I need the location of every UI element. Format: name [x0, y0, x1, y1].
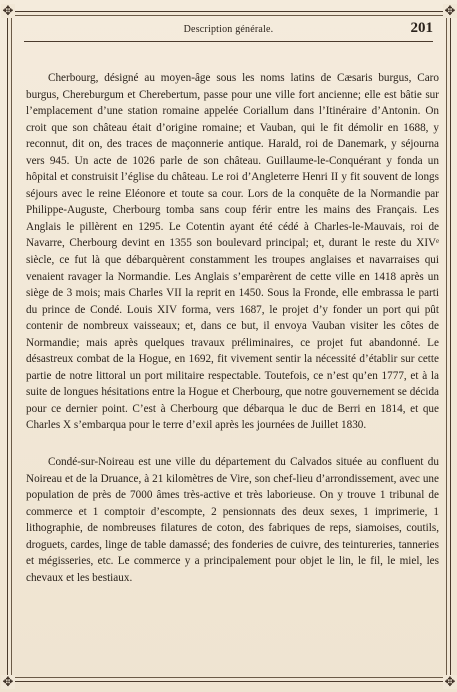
header-rule	[24, 41, 433, 42]
corner-ornament-icon: ✥	[444, 3, 456, 18]
body-text	[26, 70, 439, 586]
running-header	[24, 20, 433, 38]
corner-ornament-icon: ✥	[2, 674, 14, 689]
corner-ornament-icon: ✥	[444, 674, 456, 689]
paragraph-cherbourg: Cherbourg, désigné au moyen-âge sous les noms latins de Cæsaris burgus, Caro burgus, Chereburgum et Cherebertum, passe pour une ville fort ancienne; elle est bâtie sur l’emplacement d’une station romaine appelée Coriallum dans l’Itinéraire d’Antonin. On croit que son château était d’origine romaine; et Vauban, qui le fit démolir en 1688, y reconnut, dit on, des traces de maçonnerie antique. Harald, roi de Danemark, y séjourna vers 945. Un acte de 1026 parle de son château. Guillaume-le-Conquérant y fonda un hôpital et construisit l’église du château. Le roi d’Angleterre Henri II y fit souvent de longs séjours avec le reine Eléonore et toute sa cour. Lors de la conquête de la Normandie par Philippe-Auguste, Cherbourg tomba sans coup férir entre les mains des Français. Les Anglais le pillèrent en 1295. Le Cotentin ayant été cédé à Charles-le-Mauvais, roi de Navarre, Cherbourg devint en 1355 son boulevard principal; et, durant le reste du XIVᵉ siècle, ce fut là que débarquèrent constamment les troupes anglaises et navarraises qui venaient ravager la Normandie. Les Anglais s’emparèrent de cette ville en 1418 après un siège de 3 mois; mais Charles VII la reprit en 1450. Sous la Fronde, elle embrassa le parti du prince de Condé. Louis XIV forma, vers 1687, le projet d’y fonder un port qui pût contenir de nombreux vaisseaux; et, dans ce but, il envoya Vauban visiter les côtes de Normandie; mais après quelques travaux préliminaires, ce projet fut abandonné. Le désastreux combat de la Hogue, en 1692, fit vivement sentir la nécessité d’établir sur cette partie de notre littoral un port militaire respectable. Toutefois, ce n’est qu’en 1777, et à la suite de longues hésitations entre la Hogue et Cherbourg, que notre gouvernement se décida pour ce dernier point. C’est à Cherbourg que débarqua le duc de Berri en 1814, et que Charles X s’embarqua pour le terre d’exil après les journées de Juillet 1830.	[26, 72, 439, 432]
corner-ornament-icon: ✥	[2, 3, 14, 18]
page-number: 201	[410, 20, 433, 36]
paragraph-conde-sur-noireau: Condé-sur-Noireau est une ville du département du Calvados située au confluent du Noireau et de la Druance, à 21 kilomètres de Vire, son chef-lieu d’arrondissement, avec une population de près de 7000 âmes très-active et très laborieuse. On y trouve 1 tribunal de commerce et 1 comptoir d’escompte, 2 pensionnats des deux sexes, 1 imprimerie, 1 lithographie, de nombreuses filatures de coton, des fabriques de reps, siamoises, coutils, droguets, cardes, linge de table damassé; des fonderies de cuivre, des teintureries, tanneries et mégisseries, etc. Le commerce y a principalement pour objet le lin, le fil, le miel, les chevaux et les bestiaux.	[26, 456, 439, 584]
running-title: Description générale.	[183, 24, 274, 35]
